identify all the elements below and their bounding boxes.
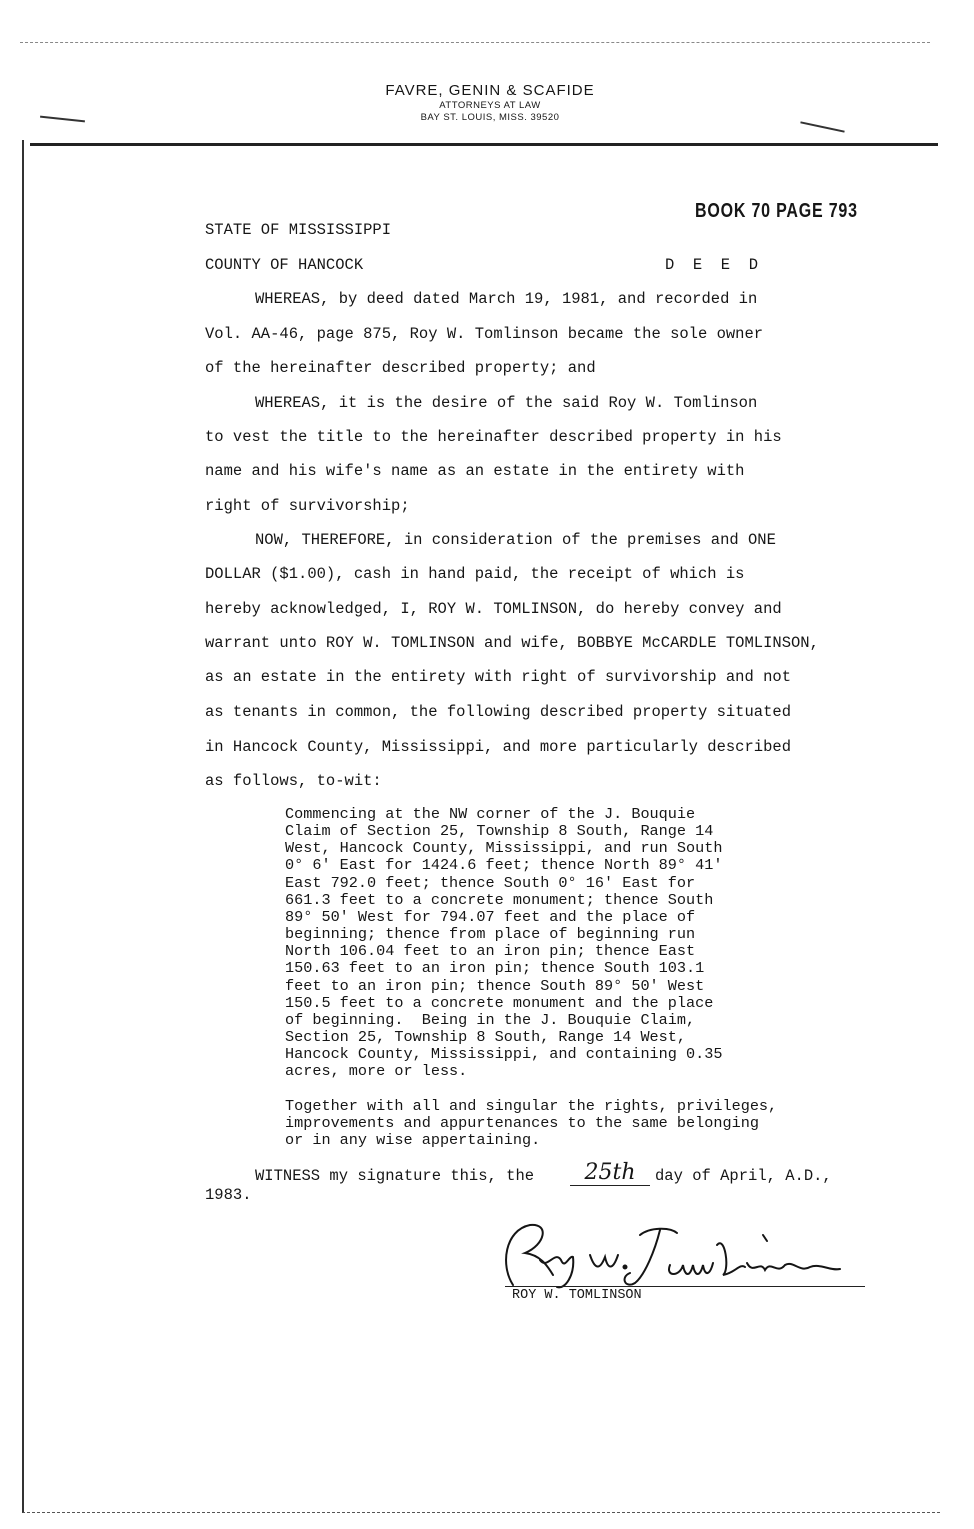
scan-mark — [800, 121, 844, 132]
body-line: Vol. AA-46, page 875, Roy W. Tomlinson became the sole owner — [205, 325, 764, 343]
body-line: as follows, to-wit: — [205, 772, 382, 790]
body-line: to vest the title to the hereinafter described property in his — [205, 428, 782, 446]
firm-title: ATTORNEYS AT LAW — [439, 100, 541, 111]
signatory-name: ROY W. TOMLINSON — [512, 1288, 642, 1303]
county-heading: COUNTY OF HANCOCK — [205, 256, 364, 274]
signature-image — [495, 1215, 855, 1295]
body-line: in Hancock County, Mississippi, and more particularly described — [205, 738, 791, 756]
book-page-stamp: BOOK 70 PAGE 793 — [695, 200, 858, 222]
signature-line — [505, 1286, 865, 1287]
firm-address: BAY ST. LOUIS, MISS. 39520 — [420, 112, 560, 123]
scan-artifact-top — [20, 42, 930, 43]
witness-day-line — [570, 1185, 650, 1186]
body-line: DOLLAR ($1.00), cash in hand paid, the receipt of which is — [205, 565, 745, 583]
document-type: D E E D — [665, 256, 759, 274]
legal-description: Commencing at the NW corner of the J. Bouquie Claim of Section 25, Township 8 South, Range 14 West, Hancock County, Mississippi, and run South 0° 6' East for 1424.6 feet; thence North 89° 41' East 792.0 feet; thence South 0° 16' East for 661.3 feet to a concrete monument; thence South 89° 50' West for 794.07 feet and the place of beginning; thence from place of beginning run North 106.04 feet to an iron pin; thence East 150.63 feet to an iron pin; thence South 103.1 feet to an iron pin; thence South 89° 50' West 150.5 feet to a concrete monument and the place of beginning. Being in the J. Bouquie Claim, Section 25, Township 8 South, Range 14 West, Hancock County, Mississippi, and containing 0.35 acres, more or less. — [285, 805, 723, 1081]
together-clause: Together with all and singular the rights, privileges, improvements and appurtenances to the same belonging or in any wise appertaining. — [285, 1097, 778, 1150]
body-line: right of survivorship; — [205, 497, 410, 515]
body-line: of the hereinafter described property; and — [205, 359, 596, 377]
scan-mark — [40, 116, 85, 123]
letterhead — [290, 82, 690, 124]
witness-day-handwritten: 25th — [584, 1160, 636, 1185]
body-line: NOW, THEREFORE, in consideration of the premises and ONE — [255, 531, 776, 549]
witness-text-after: day of April, A.D., — [655, 1167, 832, 1185]
body-line: WHEREAS, by deed dated March 19, 1981, and recorded in — [255, 290, 758, 308]
firm-name: FAVRE, GENIN & SCAFIDE — [385, 82, 595, 99]
witness-text-before: WITNESS my signature this, the — [255, 1167, 535, 1185]
body-line: name and his wife's name as an estate in the entirety with — [205, 462, 745, 480]
body-line: as an estate in the entirety with right of survivorship and not — [205, 668, 791, 686]
body-line: as tenants in common, the following described property situated — [205, 703, 791, 721]
witness-year: 1983. — [205, 1186, 252, 1204]
body-line: warrant unto ROY W. TOMLINSON and wife, BOBBYE McCARDLE TOMLINSON, — [205, 634, 819, 652]
body-line: WHEREAS, it is the desire of the said Roy W. Tomlinson — [255, 394, 758, 412]
state-heading: STATE OF MISSISSIPPI — [205, 221, 392, 239]
body-line: hereby acknowledged, I, ROY W. TOMLINSON, do hereby convey and — [205, 600, 782, 618]
